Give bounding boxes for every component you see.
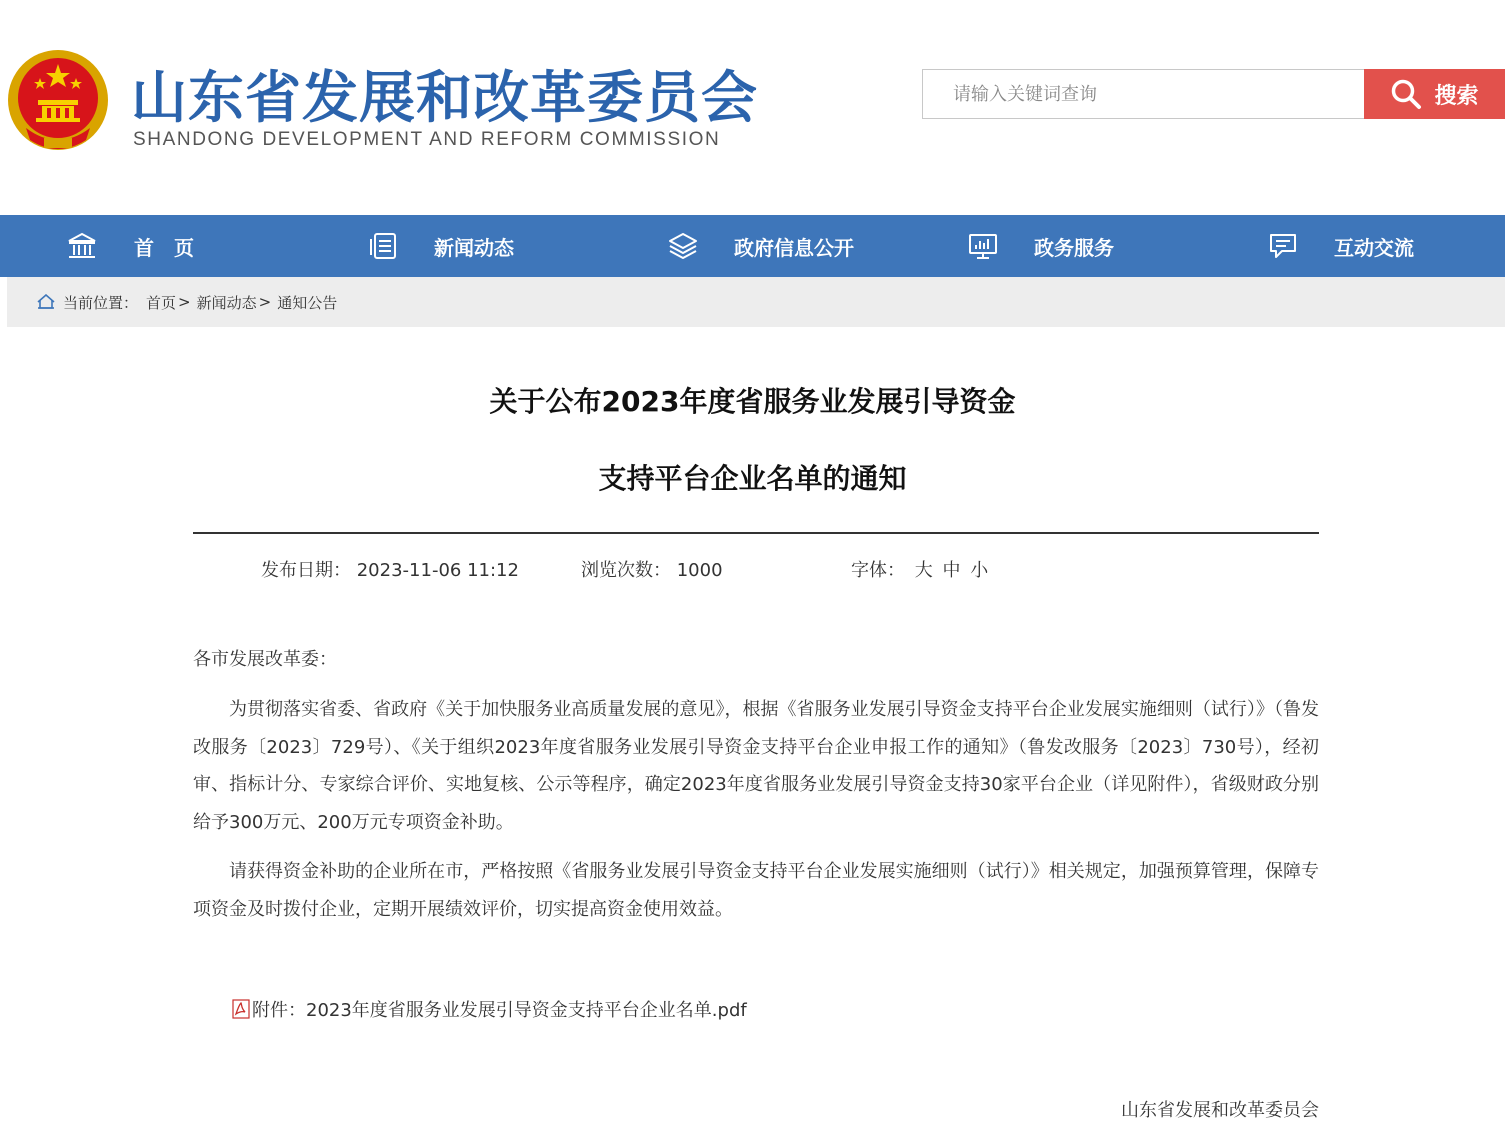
view-count-value: 1000 [676,560,723,581]
search-input[interactable] [923,70,1364,118]
breadcrumb-prefix: 当前位置： [63,293,139,312]
search-box [922,69,1365,119]
font-size-medium[interactable]: 中 [942,560,961,581]
search-button-label: 搜索 [1434,83,1479,109]
list-icon [368,231,398,261]
chat-icon [1268,231,1298,261]
article-salutation: 各市发展改革委： [193,649,337,670]
font-size-selector [851,556,988,582]
nav-label-home: 首 页 [134,235,194,260]
view-count [581,556,723,582]
nav-item-services[interactable] [968,215,1114,277]
attachment-link[interactable] [232,996,747,1022]
breadcrumb-home[interactable]: 首页 [146,293,177,312]
attachment-label: 附件：2023年度省服务业发展引导资金支持平台企业名单.pdf [252,1000,747,1021]
nav-label-news: 新闻动态 [434,235,514,260]
font-size-small[interactable]: 小 [970,560,989,581]
breadcrumb [7,277,1505,327]
breadcrumb-separator: > [178,293,191,311]
pdf-icon [232,999,250,1019]
publish-date [261,556,519,582]
nav-item-interaction[interactable] [1268,215,1414,277]
breadcrumb-separator: > [258,293,272,311]
nav-label-services: 政务服务 [1034,235,1114,260]
search-button[interactable] [1364,69,1505,119]
main-nav [0,215,1505,277]
title-divider [193,532,1319,534]
article-title-line-1: 关于公布2023年度省服务业发展引导资金 [489,385,1016,418]
breadcrumb-notices[interactable]: 通知公告 [277,293,338,312]
home-small-icon [37,294,55,310]
breadcrumb-news[interactable]: 新闻动态 [196,293,257,312]
article-title-line-2: 支持平台企业名单的通知 [598,462,907,495]
publish-date-label: 发布日期： [261,560,351,581]
view-count-label: 浏览次数： [581,560,671,581]
nav-item-home[interactable] [66,215,194,277]
site-subtitle-en: SHANDONG DEVELOPMENT AND REFORM COMMISSION [133,129,721,150]
article-paragraph-1: 为贯彻落实省委、省政府《关于加快服务业高质量发展的意见》，根据《省服务业发展引导资金支持平台企业发展实施细则（试行）》（鲁发改服务〔2023〕729号）、《关于组织2023年度省服务业发展引导资金支持平台企业申报工作的通知》（鲁发改服务〔2023〕730号），经初审、指标计分、专家综合评价、实地复核、公示等程序，确定2023年度省服务业发展引导资金支持30家平台企业（详见附件），省级财政分别给予300万元、200万元专项资金补助。 [193,699,1319,833]
article-signature: 山东省发展和改革委员会 [1121,1100,1319,1121]
font-size-large[interactable]: 大 [914,560,933,581]
nav-item-gov-info[interactable] [668,215,854,277]
nav-item-news[interactable] [368,215,514,277]
site-header [0,0,1505,215]
layers-icon [668,231,698,261]
site-title: 山东省发展和改革委员会 [131,66,758,131]
font-size-label: 字体： [851,560,905,581]
national-emblem-icon [6,48,110,156]
search-icon [1390,78,1422,110]
publish-date-value: 2023-11-06 11:12 [356,560,519,581]
home-icon [66,230,98,262]
monitor-chart-icon [968,231,998,261]
nav-label-interaction: 互动交流 [1334,235,1414,260]
article-paragraph-2: 请获得资金补助的企业所在市，严格按照《省服务业发展引导资金支持平台企业发展实施细则（试行）》相关规定，加强预算管理，保障专项资金及时拨付企业，定期开展绩效评价，切实提高资金使用效益。 [193,861,1319,920]
nav-label-gov-info: 政府信息公开 [734,235,854,260]
